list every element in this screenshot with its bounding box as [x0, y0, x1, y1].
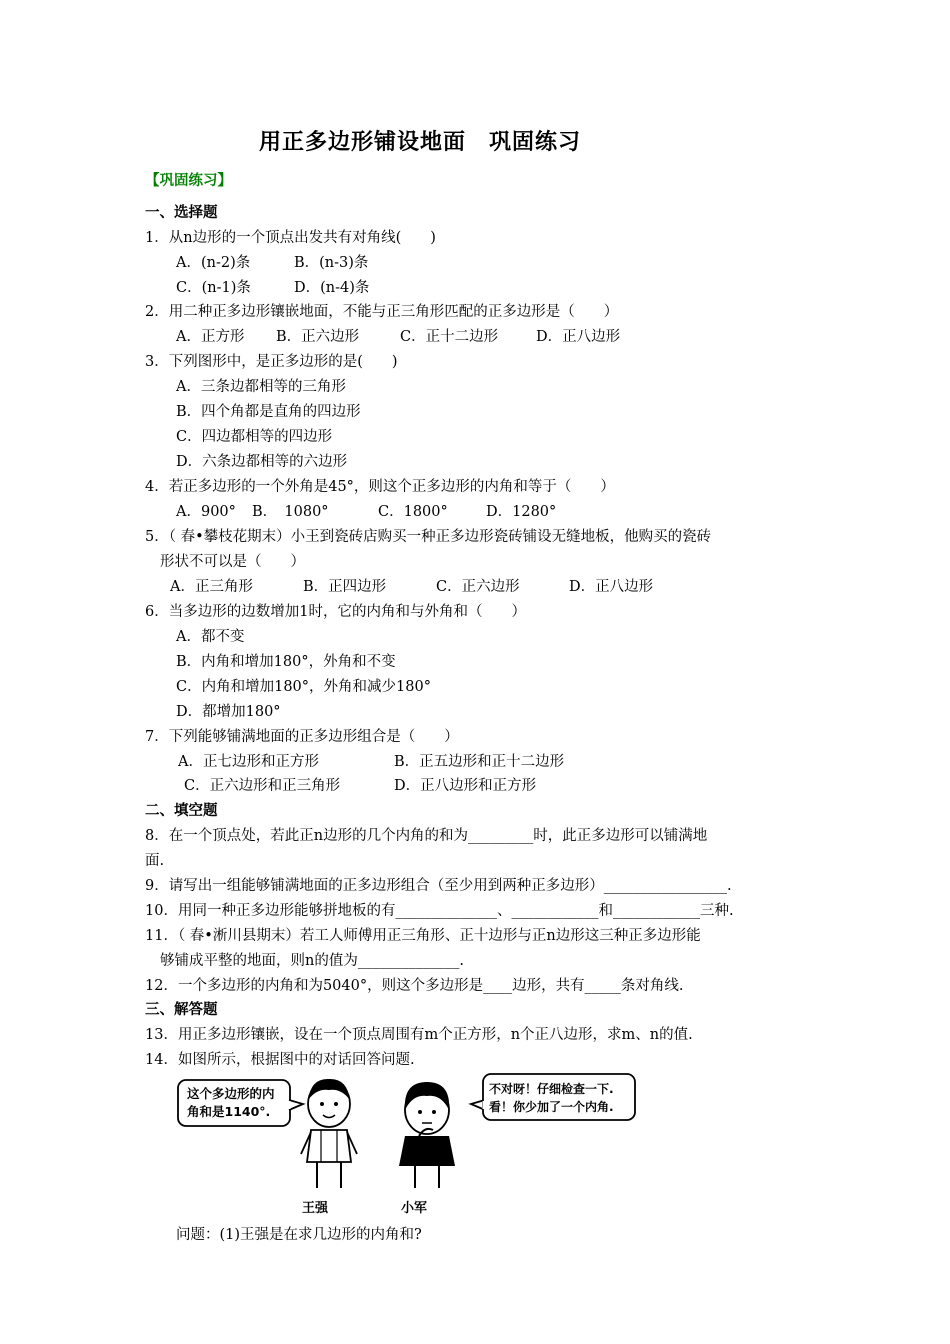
q1-option-c: C．(n-1)条	[176, 280, 251, 296]
q1-options-row2	[176, 279, 369, 297]
q5-option-c: C．正六边形	[436, 579, 520, 595]
q4-option-d: D．1280°	[486, 504, 557, 520]
q6-option-d: D．都增加180°	[176, 704, 281, 720]
q7-options-row2	[184, 777, 536, 795]
q2-option-a: A．正方形	[176, 329, 245, 345]
q2-option-d: D．正八边形	[536, 329, 621, 345]
q2-options	[176, 328, 620, 346]
wang-qiang-figure	[301, 1079, 357, 1188]
q7-option-a: A．正七边形和正方形	[178, 754, 319, 770]
name-label-xiao-jun: 小军	[401, 1201, 428, 1216]
q5-stem-line1: 5．（ 春•攀枝花期末）小王到瓷砖店购买一种正多边形瓷砖铺设无缝地板，他购买的瓷砖	[145, 529, 712, 545]
q6-option-c: C．内角和增加180°，外角和减少180°	[176, 679, 431, 695]
q4-stem: 4．若正多边形的一个外角是45°，则这个正多边形的内角和等于（ ）	[145, 479, 615, 495]
right-bubble-line2: 看！你少加了一个内角.	[489, 1100, 614, 1114]
q2-stem: 2．用二种正多边形镶嵌地面，不能与正三角形匹配的正多边形是（ ）	[145, 304, 619, 320]
q4-option-c: C．1800°	[378, 504, 448, 520]
q7-option-c: C．正六边形和正三角形	[184, 778, 341, 794]
q11-line1: 11．（ 春•淅川县期末）若工人师傅用正三角形、正十边形与正n边形这三种正多边形能	[145, 928, 701, 944]
q7-option-b: B．正五边形和正十二边形	[394, 754, 565, 770]
q6-option-b: B．内角和增加180°，外角和不变	[176, 654, 396, 670]
xiao-jun-figure	[399, 1082, 455, 1188]
left-bubble-line1: 这个多边形的内	[187, 1086, 275, 1101]
q1-option-a: A．(n-2)条	[176, 255, 251, 271]
name-label-wang-qiang: 王强	[302, 1201, 329, 1216]
left-bubble-tail	[289, 1100, 303, 1110]
q3-stem: 3．下列图形中，是正多边形的是( )	[145, 354, 398, 370]
q7-option-d: D．正八边形和正方形	[394, 778, 537, 794]
q9: 9．请写出一组能够铺满地面的正多边形组合（至少用到两种正多边形）_________________.	[145, 878, 732, 894]
q5-option-b: B．正四边形	[303, 579, 387, 595]
q14: 14．如图所示，根据图中的对话回答问题.	[145, 1052, 415, 1068]
q6-stem: 6．当多边形的边数增加1时，它的内角和与外角和（ ）	[145, 604, 526, 620]
exercise-header: 【巩固练习】	[145, 173, 232, 189]
q3-option-a: A．三条边都相等的三角形	[176, 379, 346, 395]
q4-option-b: B． 1080°	[252, 504, 329, 520]
q5-option-d: D．正八边形	[569, 579, 654, 595]
dialogue-figure	[175, 1070, 645, 1195]
page-title: 用正多边形铺设地面 巩固练习	[258, 130, 581, 155]
q11-line2: 够铺成平整的地面，则n的值为______________.	[160, 953, 464, 969]
q6-option-a: A．都不变	[176, 629, 245, 645]
q8-line1: 8．在一个顶点处，若此正n边形的几个内角的和为_________时，此正多边形可以铺满地	[145, 828, 708, 844]
q10: 10．用同一种正多边形能够拼地板的有______________、____________和____________三种.	[145, 903, 734, 919]
question-1: 问题：(1)王强是在求几边形的内角和?	[176, 1227, 422, 1243]
q12: 12．一个多边形的内角和为5040°，则这个多边形是____边形，共有_____条对角线.	[145, 978, 684, 994]
section-fill-blank: 二、填空题	[145, 803, 218, 819]
q3-option-d: D．六条边都相等的六边形	[176, 454, 348, 470]
q4-option-a: A．900°	[176, 504, 236, 520]
q5-option-a: A．正三角形	[170, 579, 253, 595]
left-bubble-line2: 角和是1140°.	[187, 1104, 271, 1119]
right-bubble-line1: 不对呀！仔细检查一下.	[489, 1082, 614, 1096]
q1-option-b: B．(n-3)条	[294, 255, 369, 271]
q5-options	[170, 578, 653, 596]
q3-option-b: B．四个角都是直角的四边形	[176, 404, 361, 420]
q1-options-row1	[176, 254, 368, 272]
q3-option-c: C．四边都相等的四边形	[176, 429, 333, 445]
q7-stem: 7．下列能够铺满地面的正多边形组合是（ ）	[145, 729, 459, 745]
q1-stem: 1．从n边形的一个顶点出发共有对角线( )	[145, 230, 436, 246]
q13: 13．用正多边形镶嵌，设在一个顶点周围有m个正方形，n个正八边形，求m、n的值.	[145, 1027, 693, 1043]
section-choice: 一、选择题	[145, 205, 218, 221]
q5-stem-line2: 形状不可以是（ ）	[160, 554, 305, 570]
q2-option-b: B．正六边形	[276, 329, 360, 345]
section-answer: 三、解答题	[145, 1002, 218, 1018]
q2-option-c: C．正十二边形	[400, 329, 499, 345]
q7-options-row1	[178, 753, 564, 771]
q1-option-d: D．(n-4)条	[294, 280, 370, 296]
q8-line2: 面.	[145, 853, 165, 869]
q4-options	[176, 503, 556, 521]
